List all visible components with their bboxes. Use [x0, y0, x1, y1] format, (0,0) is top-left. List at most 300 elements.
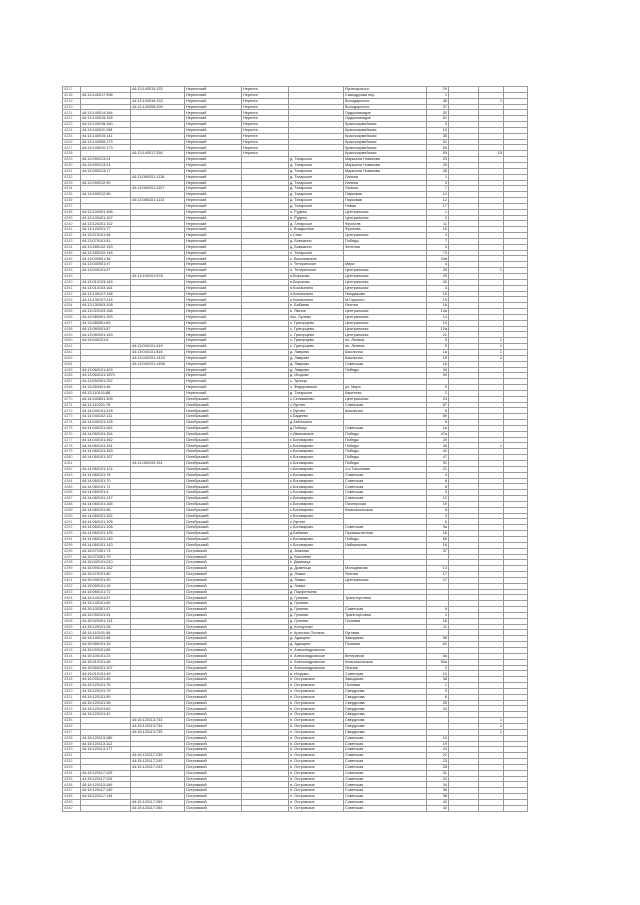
table-cell: 4310	[63, 630, 81, 636]
table-cell: 4269	[63, 390, 81, 396]
table-cell: с.Ивановское	[289, 431, 344, 437]
table-cell: Свердлова	[344, 688, 427, 694]
table-cell: с.Боговарово	[289, 449, 344, 455]
table-cell: 1б	[427, 355, 449, 361]
table-cell: 4261	[63, 344, 81, 350]
table-cell: 44:13:090213:17	[81, 168, 131, 174]
table-cell: 44:15:120113:734	[131, 723, 185, 729]
table-cell: с.Луптюг	[289, 402, 344, 408]
table-cell: Трансторговая	[344, 595, 427, 601]
table-cell: Островский	[185, 583, 242, 589]
table-cell: 44:13:140017:256	[131, 151, 185, 157]
table-cell: Островский	[185, 735, 242, 741]
table-cell: Нерехтский	[185, 355, 242, 361]
table-cell: с. Федоровское	[289, 385, 344, 391]
table-cell: 44:14:040801:305	[81, 396, 131, 402]
table-cell: 4238	[63, 209, 81, 215]
table-cell: с.Луптюг	[289, 519, 344, 525]
table-cell: 4331	[63, 753, 81, 759]
table-cell: 21	[427, 466, 449, 472]
table-cell: пл. Ленина	[344, 338, 427, 344]
table-cell: Островский	[185, 805, 242, 811]
table-cell: Лапина	[344, 180, 427, 186]
table-cell: 4324	[63, 712, 81, 718]
table-cell: Нерехтский	[185, 373, 242, 379]
table-cell: 4221	[63, 110, 81, 116]
table-cell: п. Островское	[289, 805, 344, 811]
table-cell: Советская	[344, 735, 427, 741]
table-cell: Набережная	[344, 542, 427, 548]
table-cell: 19	[427, 297, 449, 303]
table-cell: Нерехтский	[185, 139, 242, 145]
table-cell: с.Боговарово	[289, 490, 344, 496]
table-cell: 15	[427, 227, 449, 233]
table-cell: 4243	[63, 238, 81, 244]
table-cell: Октябрьский	[185, 490, 242, 496]
table-cell: 44:15:120113:180	[81, 735, 131, 741]
table-cell: 4217	[63, 87, 81, 93]
table-cell: Островский	[185, 572, 242, 578]
table-cell: д. Ломки	[289, 577, 344, 583]
table-cell: Володарского	[344, 104, 427, 110]
table-cell: Победы	[344, 367, 427, 373]
table-cell: 4	[427, 233, 449, 239]
table-cell: 4340	[63, 805, 81, 811]
table-cell: 44:14:060101:155	[81, 501, 131, 507]
table-cell: Октябрьский	[185, 461, 242, 467]
table-cell: 22	[427, 753, 449, 759]
table-cell: Промышленная	[344, 531, 427, 537]
table-cell: с.Боговарово	[289, 472, 344, 478]
table-cell: Нерехта	[242, 116, 289, 122]
table-cell: Нерехтский	[185, 379, 242, 385]
table-cell: 44:15:120117:126	[81, 776, 131, 782]
table-cell: Островский	[185, 770, 242, 776]
table-cell: с. Григорцево	[289, 326, 344, 332]
table-cell: Советская	[344, 425, 427, 431]
table-cell: с.Бадеево	[289, 414, 344, 420]
table-cell: 4339	[63, 799, 81, 805]
table-cell: 1	[479, 344, 504, 350]
table-cell: 4325	[63, 718, 81, 724]
table-cell: п. Рудино	[289, 215, 344, 221]
table-cell: Островский	[185, 718, 242, 724]
table-cell: 11	[427, 624, 449, 630]
table-cell: Нерехтский	[185, 279, 242, 285]
table-cell: д. Лаврово	[289, 367, 344, 373]
table-cell: 4225	[63, 133, 81, 139]
table-cell: 4287	[63, 496, 81, 502]
table-cell: 4231	[63, 168, 81, 174]
table-cell: 3	[427, 244, 449, 250]
table-cell: 19	[427, 501, 449, 507]
table-cell: 36	[427, 443, 449, 449]
table-cell: 4240	[63, 221, 81, 227]
table-cell: 12	[427, 192, 449, 198]
table-cell: с.Боговарово	[289, 437, 344, 443]
table-cell: 4266	[63, 373, 81, 379]
table-cell: Островский	[185, 712, 242, 718]
table-cell: 10	[427, 671, 449, 677]
table-cell: Нерехта	[242, 87, 289, 93]
table-cell: п. Островское	[289, 776, 344, 782]
table-cell: 4270	[63, 396, 81, 402]
table-cell: 36	[427, 788, 449, 794]
table-cell: 4260	[63, 338, 81, 344]
table-cell: 4263	[63, 355, 81, 361]
table-cell: 4220	[63, 104, 81, 110]
table-cell: п. Красные Поляны	[289, 630, 344, 636]
table-cell: 4248	[63, 268, 81, 274]
table-cell: п. Островское	[289, 700, 344, 706]
table-cell: Нерехтский	[185, 285, 242, 291]
table-cell: д. Татарское	[289, 198, 344, 204]
table-cell: 4316	[63, 665, 81, 671]
table-cell: Советская	[344, 478, 427, 484]
table-cell: 4250	[63, 279, 81, 285]
table-cell: д. Касплево	[289, 554, 344, 560]
table-cell: 44:15:080101:72	[81, 589, 131, 595]
table-cell: 44:14:060101:4	[81, 490, 131, 496]
table-cell: 44:13:130107:198	[81, 291, 131, 297]
table-cell: 38	[427, 677, 449, 683]
table-cell: Победы	[344, 455, 427, 461]
table-cell: Советская	[344, 788, 427, 794]
table-cell: 4277	[63, 437, 81, 443]
table-cell: 4239	[63, 215, 81, 221]
table-cell: с.Боговарово	[289, 507, 344, 513]
table-cell: п.Космынино	[289, 291, 344, 297]
table-cell: 44:15:120117:130	[81, 788, 131, 794]
table-cell: с.Боговарово	[289, 478, 344, 484]
table-cell: д.Заболкино	[289, 420, 344, 426]
table-cell: Октябрьский	[185, 478, 242, 484]
table-cell: с.Боговарово	[289, 443, 344, 449]
table-cell: Октябрьский	[185, 536, 242, 542]
table-cell: д. Дымница	[289, 566, 344, 572]
table-cell: Школьная	[344, 349, 427, 355]
table-cell: п. Островское	[289, 688, 344, 694]
table-cell: Самодурова пер.	[344, 92, 427, 98]
table-cell: 4244	[63, 244, 81, 250]
table-cell: 44:15:120113:733	[131, 718, 185, 724]
table-cell: п. Островское	[289, 747, 344, 753]
table-cell: 44:15:120117:254	[131, 805, 185, 811]
table-cell: 9	[427, 490, 449, 496]
table-cell: 51	[427, 461, 449, 467]
table-cell: с.Боговарово	[289, 536, 344, 542]
table-cell: д. Лаврово	[289, 361, 344, 367]
table-cell: Нерехтский	[185, 385, 242, 391]
table-cell: Советская	[344, 361, 427, 367]
table-cell: Островский	[185, 653, 242, 659]
table-cell: 44:15:070101:80	[81, 572, 131, 578]
table-cell: 44:14:060101:125	[81, 531, 131, 537]
table-cell: Нерехтский	[185, 127, 242, 133]
table-cell: Октябрьский	[185, 408, 242, 414]
table-cell: 4330	[63, 747, 81, 753]
table-cell: 7	[427, 186, 449, 192]
table-cell: 4257	[63, 320, 81, 326]
table-cell: Пионерская	[344, 501, 427, 507]
table-cell: Островский	[185, 794, 242, 800]
table-cell: п. Бабаево	[289, 303, 344, 309]
table-cell: 20в	[427, 256, 449, 262]
table-cell: Победы	[344, 437, 427, 443]
table-cell: Островский	[185, 782, 242, 788]
table-cell: 4235	[63, 192, 81, 198]
table-cell: 44:15:120101:38	[81, 700, 131, 706]
table-cell: 3	[427, 513, 449, 519]
table-cell: с. Владычное	[289, 227, 344, 233]
table-cell: Советская	[344, 753, 427, 759]
table-cell: 4218	[63, 92, 81, 98]
table-cell: 44:13:130003:108	[81, 303, 131, 309]
table-cell: Центральная	[344, 233, 427, 239]
table-cell: 73	[427, 250, 449, 256]
table-cell: Нерехтский	[185, 186, 242, 192]
table-cell: 44:13:080001:163	[81, 332, 131, 338]
table-cell: д. Бовыкино	[289, 244, 344, 250]
table-cell: 6	[427, 519, 449, 525]
table-cell: 18	[427, 618, 449, 624]
table-cell: 4290	[63, 513, 81, 519]
table-cell: ул. Мира	[344, 385, 427, 391]
table-cell: 44:14:060101:147	[81, 496, 131, 502]
table-cell: с.Боговарово	[289, 525, 344, 531]
table-cell: Центральная	[344, 332, 427, 338]
table-cell: Нерехтский	[185, 98, 242, 104]
table-cell: Нерехтский	[185, 309, 242, 315]
table-cell: 5	[427, 385, 449, 391]
table-cell: д. Татарское	[289, 162, 344, 168]
table-cell: Нерехтский	[185, 367, 242, 373]
table-cell: 44:13:090213:24	[81, 162, 131, 168]
table-cell: 4252	[63, 291, 81, 297]
table-cell: 4306	[63, 607, 81, 613]
table-cell: п. Островское	[289, 694, 344, 700]
table-cell: 13	[427, 566, 449, 572]
table-cell: 4288	[63, 501, 81, 507]
table-cell: 20	[427, 747, 449, 753]
table-cell: д. Лаврово	[289, 355, 344, 361]
table-cell: Островский	[185, 554, 242, 560]
table-cell: Островский	[185, 612, 242, 618]
table-cell: 4283	[63, 472, 81, 478]
table-cell: 4282	[63, 466, 81, 472]
table-cell: Центральная	[344, 314, 427, 320]
table-cell: Островский	[185, 723, 242, 729]
table-cell: с.Боговарово	[289, 501, 344, 507]
table-cell: Победы	[344, 431, 427, 437]
table-cell: 14а	[427, 309, 449, 315]
table-cell: 44:14:060101:157	[81, 455, 131, 461]
table-cell: Победы	[344, 238, 427, 244]
table-cell: Островский	[185, 747, 242, 753]
table-cell: Островский	[185, 764, 242, 770]
table-cell: 44:14:060101:154	[81, 431, 131, 437]
table-cell: Нерехтский	[185, 203, 242, 209]
table-cell: Советская	[344, 759, 427, 765]
table-cell: Победы	[344, 443, 427, 449]
table-cell: 11	[427, 221, 449, 227]
table-cell: 18	[427, 303, 449, 309]
table-cell: д. Татарское	[289, 168, 344, 174]
table-cell: Полевая	[344, 642, 427, 648]
table-cell: Нерехтский	[185, 133, 242, 139]
table-cell: Орджоникидзе	[344, 116, 427, 122]
table-cell: д. Татарское	[289, 203, 344, 209]
table-cell: Нерехтский	[185, 87, 242, 93]
table-cell: 44:13:060101:1870	[81, 373, 131, 379]
table-cell: Центральная	[344, 279, 427, 285]
table-cell: д. Татарское	[289, 180, 344, 186]
table-cell: п.Ворсково	[289, 279, 344, 285]
table-cell: 44:14:060101:143	[81, 542, 131, 548]
table-cell: 18	[427, 531, 449, 537]
table-cell: 4258	[63, 326, 81, 332]
table-cell: 4315	[63, 659, 81, 665]
table-cell: 4247	[63, 262, 81, 268]
table-cell: 44:15:120117:259	[131, 799, 185, 805]
table-cell: 4236	[63, 198, 81, 204]
table-cell: 4280	[63, 455, 81, 461]
table-cell: Советская	[344, 741, 427, 747]
table-cell: М.Горького	[344, 297, 427, 303]
table-cell: 44:13:080001:153	[81, 314, 131, 320]
table-cell: с. Григорцево	[289, 332, 344, 338]
table-cell: 6	[427, 478, 449, 484]
table-cell: 44:13:140006:173	[81, 139, 131, 145]
table-cell: 3	[427, 285, 449, 291]
table-cell: Полевая	[344, 618, 427, 624]
table-cell: Свердлова	[344, 718, 427, 724]
table-cell: д.Победа	[289, 425, 344, 431]
table-cell: 44:15:120101:76	[81, 683, 131, 689]
table-cell: д. Гуляево	[289, 601, 344, 607]
table-cell: с. Троица	[289, 379, 344, 385]
table-cell: 62	[427, 642, 449, 648]
table-cell: 44:14:040101:225	[81, 408, 131, 414]
table-cell: 1	[427, 174, 449, 180]
table-cell: с. Григорцево	[289, 344, 344, 350]
table-cell: 4338	[63, 794, 81, 800]
table-cell: с. Василевское	[289, 256, 344, 262]
table-cell: Нерехта	[242, 122, 289, 128]
table-cell: Советская	[344, 607, 427, 613]
table-cell: Заводская	[344, 677, 427, 683]
table-cell: 44:15:120113:169	[81, 782, 131, 788]
table-cell: Орджоникидзе	[344, 110, 427, 116]
table-cell: Центральная	[344, 326, 427, 332]
table-cell: с.Луптюг	[289, 408, 344, 414]
table-cell: 4219	[63, 98, 81, 104]
table-cell: Нерехтский	[185, 256, 242, 262]
table-cell: 47а	[427, 431, 449, 437]
table-cell: п. Островское	[289, 770, 344, 776]
table-cell: Островский	[185, 741, 242, 747]
table-cell: 44:14:060101:70	[81, 478, 131, 484]
table-cell: 44:13:080201:1107	[131, 186, 185, 192]
table-cell: 4228	[63, 151, 81, 157]
table-cell: 4319	[63, 683, 81, 689]
table-cell: Нерехтский	[185, 338, 242, 344]
table-cell: 32	[427, 776, 449, 782]
table-cell: Фролова	[344, 227, 427, 233]
table-cell: 17	[427, 572, 449, 578]
table-cell: 23	[427, 157, 449, 163]
table-cell: 44:15:100101:23	[81, 653, 131, 659]
table-cell: Октябрьский	[185, 484, 242, 490]
table-cell: 4301	[63, 577, 81, 583]
table-cell: Островский	[185, 799, 242, 805]
table-cell: 4251	[63, 285, 81, 291]
table-cell: 34	[427, 782, 449, 788]
table-cell: п. Александровское	[289, 659, 344, 665]
table-cell: Советская	[344, 472, 427, 478]
table-cell: 4256	[63, 314, 81, 320]
table-cell: Островский	[185, 636, 242, 642]
table-cell: 29	[427, 87, 449, 93]
table-cell: Советская	[344, 799, 427, 805]
table-cell: 4308	[63, 618, 81, 624]
table-cell: д. Гуляево	[289, 618, 344, 624]
table-cell: 44:15:040101:210	[81, 560, 131, 566]
table-cell: п. Островское	[289, 753, 344, 759]
table-cell: 44:15:090101:162	[81, 566, 131, 572]
table-cell: с. Григорцево	[289, 338, 344, 344]
table-cell: 6	[427, 420, 449, 426]
table-cell: Островский	[185, 566, 242, 572]
table-cell: 44:15:110101:48	[81, 630, 131, 636]
table-cell: п. Островское	[289, 764, 344, 770]
table-cell: 4300	[63, 572, 81, 578]
table-cell: 1-я Тихоновая	[344, 466, 427, 472]
table-cell: 44:15:090101:46	[81, 677, 131, 683]
table-cell: Нерехтский	[185, 92, 242, 98]
table-cell: 6	[427, 694, 449, 700]
table-cell: 9	[427, 122, 449, 128]
table-cell: 34	[427, 367, 449, 373]
table-cell: 44:15:140101:57	[81, 595, 131, 601]
table-cell: 25	[427, 700, 449, 706]
table-cell: 1	[427, 209, 449, 215]
table-cell: Нерехтский	[185, 162, 242, 168]
table-cell: Нерехтский	[185, 116, 242, 122]
table-cell: 4307	[63, 612, 81, 618]
table-cell: 4328	[63, 735, 81, 741]
table-cell: Нерехта	[242, 151, 289, 157]
table-cell: 44:13:080001:83	[81, 320, 131, 326]
table-cell: Красноармейская	[344, 133, 427, 139]
table-cell: 17	[427, 203, 449, 209]
table-cell: 44:13:140015:141	[81, 133, 131, 139]
table-cell: Островский	[185, 624, 242, 630]
table-cell: 44:14:060101:108	[81, 525, 131, 531]
table-cell: 44:13:030501:36	[81, 256, 131, 262]
table-cell: Островский	[185, 688, 242, 694]
table-cell: Нерехтский	[185, 238, 242, 244]
table-cell: 3	[427, 688, 449, 694]
table-cell: Нерехта	[242, 127, 289, 133]
table-cell: Нерехтский	[185, 303, 242, 309]
table-cell: 4323	[63, 706, 81, 712]
table-cell: 65	[427, 536, 449, 542]
table-cell: 44:15:060101:107	[81, 665, 131, 671]
table-cell: 44:15:020101:85	[81, 648, 131, 654]
table-cell: 6	[427, 507, 449, 513]
table-cell: Маршала Новикова	[344, 168, 427, 174]
